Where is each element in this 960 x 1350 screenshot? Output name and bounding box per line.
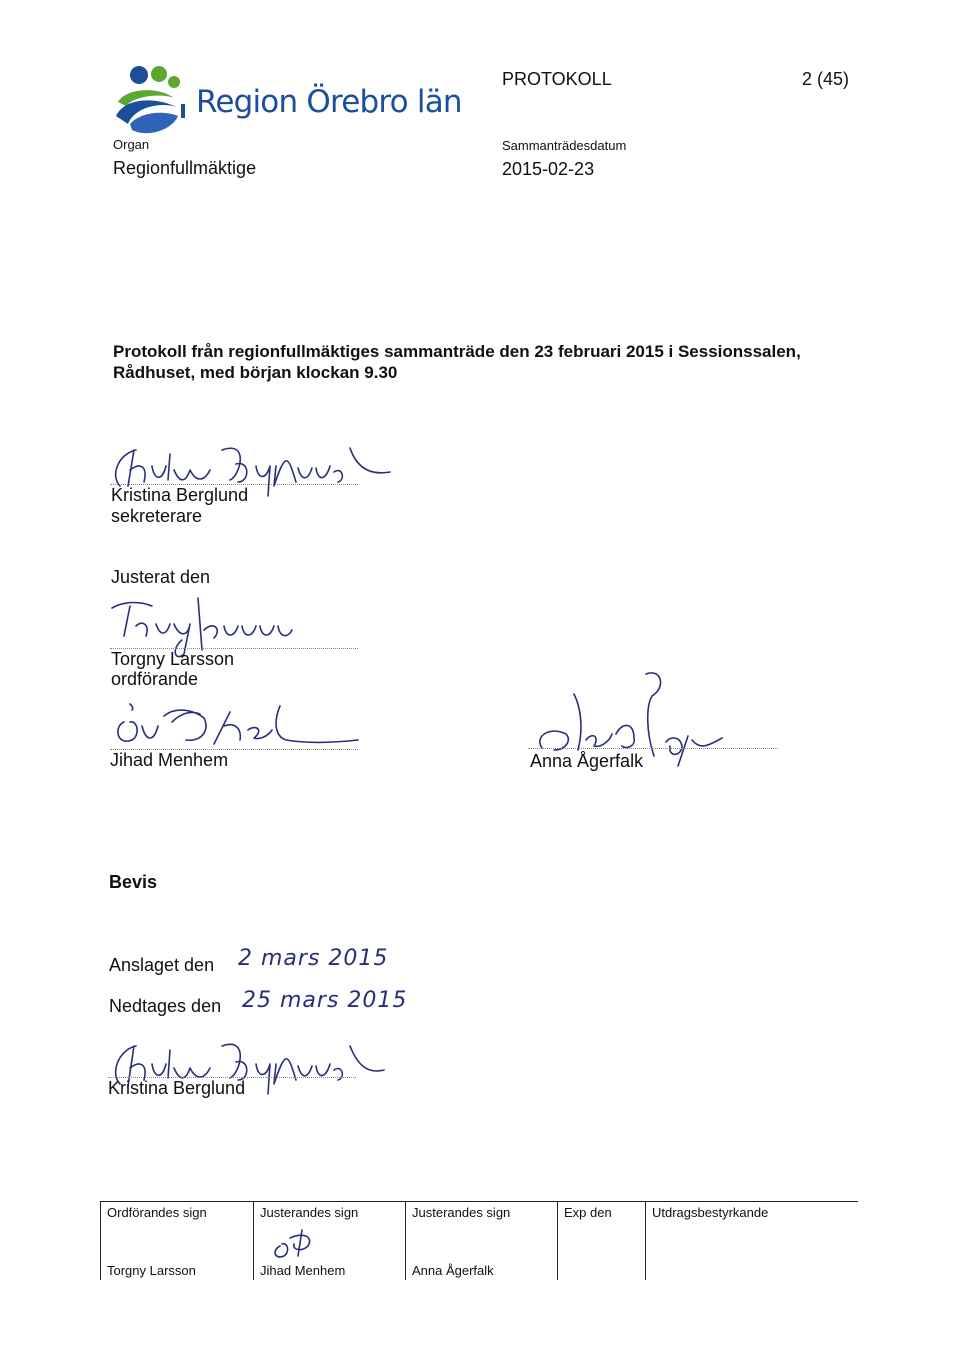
organ-label: Organ [113,137,150,152]
footer-cell-header: Justerandes sign [412,1205,511,1220]
anslaget-label: Anslaget den [109,955,215,975]
footer-cell-utdrag [645,1202,858,1280]
adjuster2-signature-line [528,748,778,749]
date-value: 2015-02-23 [502,159,595,179]
footer-cell-name: Torgny Larsson [107,1263,196,1278]
bevis-signer-name: Kristina Berglund [108,1078,246,1098]
region-orebro-logo-icon [112,64,188,138]
date-label: Sammanträdesdatum [502,138,627,153]
footer-cell-chair [100,1202,253,1280]
org-name: Region Örebro län [196,84,462,120]
adjuster1-name: Jihad Menhem [110,750,229,770]
footer-cell-exp [557,1202,645,1280]
chair-name: Torgny Larsson [111,649,235,669]
footer-sign-table [100,1201,858,1280]
chair-role: ordförande [111,669,199,689]
footer-cell-header: Ordförandes sign [107,1205,207,1220]
document-type: PROTOKOLL [502,69,612,89]
initials-signature-icon [268,1226,328,1260]
adjuster1-signature-icon [110,696,370,752]
footer-cell-name: Jihad Menhem [260,1263,346,1278]
footer-cell-header: Utdragsbestyrkande [652,1205,769,1220]
footer-cell-header: Exp den [564,1205,612,1220]
footer-cell-name: Anna Ågerfalk [412,1263,494,1278]
anslaget-value: 2 mars 2015 [238,946,389,971]
footer-cell-header: Justerandes sign [260,1205,359,1220]
secretary-role: sekreterare [111,506,203,526]
protocol-title: Protokoll från regionfullmäktiges sammanträde den 23 februari 2015 i Sessionssalen, Rådhuset, med början klockan 9.30 [113,342,801,382]
page-number: 2 (45) [802,69,850,89]
nedtages-value: 25 mars 2015 [242,988,408,1013]
justerat-label: Justerat den [111,567,211,587]
nedtages-label: Nedtages den [109,996,222,1016]
adjuster2-name: Anna Ågerfalk [530,751,644,771]
footer-cell-adjuster1 [253,1202,405,1280]
organ-value: Regionfullmäktige [113,158,257,178]
footer-cell-adjuster2 [405,1202,557,1280]
bevis-heading: Bevis [109,872,158,892]
secretary-name: Kristina Berglund [111,485,249,505]
